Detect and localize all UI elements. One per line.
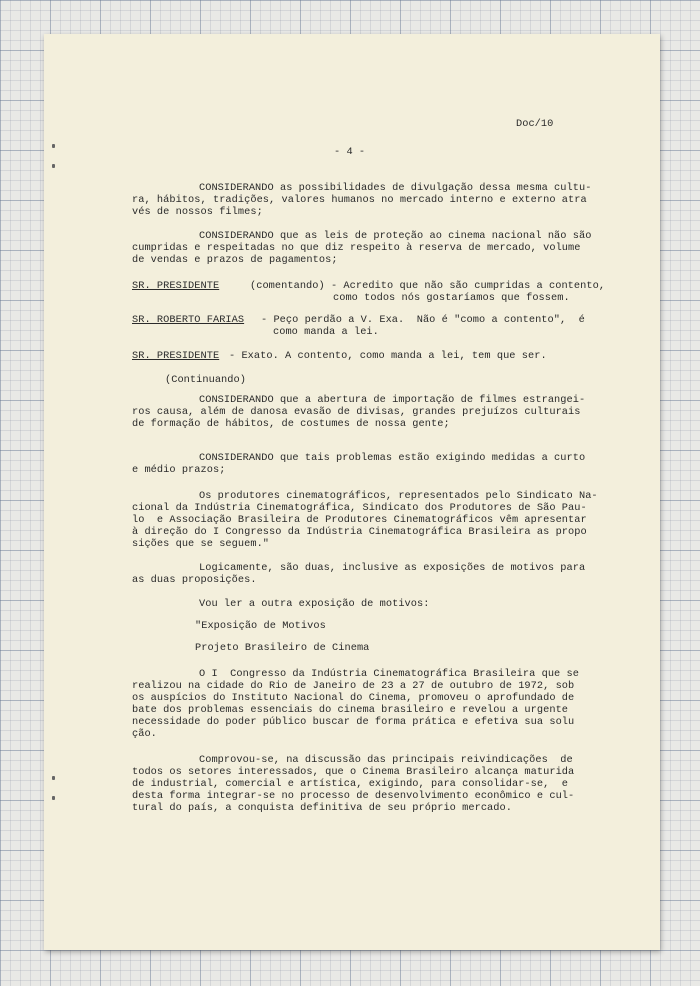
- document-reference: Doc/10: [516, 118, 554, 130]
- punch-mark: [52, 796, 55, 800]
- paragraph-line: lo e Associação Brasileira de Produtores Cinematográficos vêm apresentar: [132, 514, 587, 526]
- paragraph-line: O I Congresso da Indústria Cinematográfica Brasileira que se: [199, 668, 579, 680]
- paragraph-line: de industrial, comercial e artística, exigindo, para consolidar-se, e: [132, 778, 569, 790]
- punch-mark: [52, 776, 55, 780]
- paragraph-line: ros causa, além de danosa evasão de divisas, grandes prejuízos culturais: [132, 406, 581, 418]
- paragraph-line: todos os setores interessados, que o Cinema Brasileiro alcança maturida: [132, 766, 575, 778]
- paragraph-line: Vou ler a outra exposição de motivos:: [199, 598, 430, 610]
- paragraph-line: necessidade do poder público buscar de forma prática e efetiva sua solu: [132, 716, 575, 728]
- speaker-name: SR. ROBERTO FARIAS: [132, 314, 245, 326]
- paragraph-line: Comprovou-se, na discussão das principais reivindicações de: [199, 754, 573, 766]
- dialogue-line: como manda a lei.: [273, 326, 379, 338]
- paragraph-line: cional da Indústria Cinematográfica, Sindicato dos Produtores de São Pau-: [132, 502, 587, 514]
- dialogue-line: como todos nós gostaríamos que fossem.: [333, 292, 570, 304]
- dialogue-line: - Peço perdão a V. Exa. Não é "como a contento", é: [261, 314, 585, 326]
- stage-direction: (Continuando): [165, 374, 246, 386]
- dialogue-line: - Exato. A contento, como manda a lei, tem que ser.: [229, 350, 547, 362]
- paragraph-line: CONSIDERANDO que a abertura de importação de filmes estrangei-: [199, 394, 586, 406]
- paragraph-line: de vendas e prazos de pagamentos;: [132, 254, 338, 266]
- paragraph-line: as duas proposições.: [132, 574, 257, 586]
- punch-mark: [52, 144, 55, 148]
- paragraph-line: de formação de hábitos, de costumes de nossa gente;: [132, 418, 450, 430]
- paragraph-line: à direção do I Congresso da Indústria Cinematográfica Brasileira as propo: [132, 526, 587, 538]
- paragraph-line: ção.: [132, 728, 157, 740]
- paragraph-line: CONSIDERANDO que as leis de proteção ao cinema nacional não são: [199, 230, 592, 242]
- paragraph-line: sições que se seguem.": [132, 538, 270, 550]
- paragraph-line: vés de nossos filmes;: [132, 206, 263, 218]
- paragraph-line: CONSIDERANDO as possibilidades de divulgação dessa mesma cultu-: [199, 182, 592, 194]
- paragraph-line: Os produtores cinematográficos, representados pelo Sindicato Na-: [199, 490, 598, 502]
- paragraph-line: Logicamente, são duas, inclusive as exposições de motivos para: [199, 562, 586, 574]
- paragraph-line: os auspícios do Instituto Nacional do Cinema, promoveu o aprofundado de: [132, 692, 575, 704]
- paragraph-line: ra, hábitos, tradições, valores humanos no mercado interno e externo atra: [132, 194, 587, 206]
- paragraph-line: realizou na cidade do Rio de Janeiro de 23 a 27 de outubro de 1972, sob: [132, 680, 575, 692]
- paragraph-line: CONSIDERANDO que tais problemas estão exigindo medidas a curto: [199, 452, 586, 464]
- paragraph-line: e médio prazos;: [132, 464, 226, 476]
- paragraph-line: tural do país, a conquista definitiva de seu próprio mercado.: [132, 802, 512, 814]
- speaker-name: SR. PRESIDENTE: [132, 350, 220, 362]
- page-number: - 4 -: [334, 146, 366, 158]
- dialogue-line: (comentando) - Acredito que não são cumpridas a contento,: [250, 280, 606, 292]
- punch-mark: [52, 164, 55, 168]
- paragraph-line: cumpridas e respeitadas no que diz respeito à reserva de mercado, volume: [132, 242, 581, 254]
- speaker-name: SR. PRESIDENTE: [132, 280, 220, 292]
- paragraph-line: desta forma integrar-se no processo de desenvolvimento econômico e cul-: [132, 790, 575, 802]
- paragraph-line: Projeto Brasileiro de Cinema: [195, 642, 370, 654]
- paragraph-line: "Exposição de Motivos: [195, 620, 326, 632]
- paragraph-line: bate dos problemas essenciais do cinema brasileiro e revelou a urgente: [132, 704, 569, 716]
- document-page: [44, 34, 660, 950]
